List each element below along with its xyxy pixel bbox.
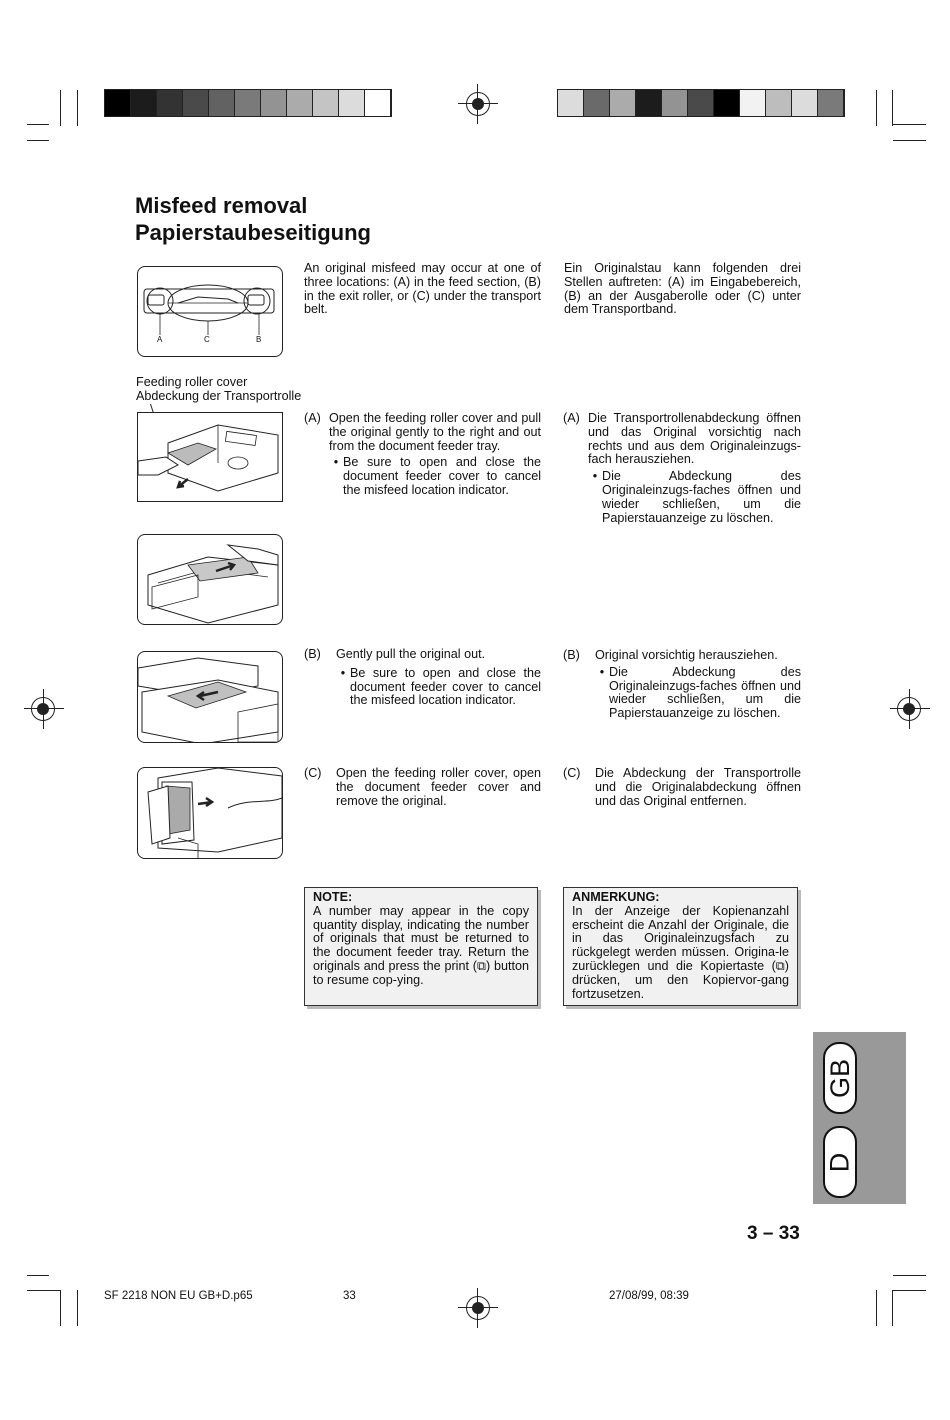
color-swatch	[688, 90, 714, 116]
crop-mark	[60, 90, 61, 126]
title-english: Misfeed removal	[135, 193, 308, 218]
bullet-icon: •	[340, 665, 346, 680]
step-a-instruction: Open the feeding roller cover and pull the original gently to the right and out from the document feeder tray.	[329, 411, 541, 453]
step-b-english	[304, 648, 541, 708]
figure-open-roller-cover	[137, 412, 283, 502]
color-swatch	[365, 90, 391, 116]
step-c-key-de: (C)	[563, 766, 581, 780]
step-a-bullet-text-de: Die Abdeckung des Originaleinzugs-faches öffnen und wieder schließen, um die Papierstauanzeige zu löschen.	[602, 469, 801, 525]
step-b-bullet-text-de: Die Abdeckung des Originaleinzugs-faches öffnen und wieder schließen, um die Papierstauanzeige zu löschen.	[609, 664, 801, 721]
registration-mark-icon	[897, 697, 921, 721]
figure-transport-belt	[137, 767, 283, 859]
step-a-key-de: (A)	[563, 411, 580, 425]
bullet-icon: •	[599, 664, 605, 679]
crop-mark	[60, 1290, 61, 1326]
language-badge-d	[823, 1126, 857, 1198]
crop-mark	[27, 140, 49, 141]
color-swatch	[105, 90, 131, 116]
label-a: A	[157, 335, 163, 344]
label-c: C	[204, 335, 210, 344]
color-swatch	[558, 90, 584, 116]
color-swatch	[792, 90, 818, 116]
color-bar-right	[557, 89, 845, 117]
color-swatch	[766, 90, 792, 116]
step-a-english	[304, 412, 541, 498]
note-title-de: ANMERKUNG:	[572, 890, 660, 904]
callout-label	[136, 375, 301, 403]
crop-mark	[876, 1290, 877, 1326]
label-b: B	[256, 335, 262, 344]
callout-german: Abdeckung der Transportrolle	[136, 389, 302, 403]
note-box-german	[563, 887, 798, 1006]
intro-german: Ein Originalstau kann folgenden drei Stellen auftreten: (A) im Eingabebereich, (B) an der Ausgaberolle oder (C) unter dem Transportband.	[564, 261, 801, 317]
open-roller-cover-drawing	[138, 413, 282, 501]
footer-page: 33	[343, 1290, 356, 1302]
step-c-english	[304, 767, 541, 808]
crop-mark	[77, 1290, 78, 1326]
color-swatch	[209, 90, 235, 116]
color-swatch	[662, 90, 688, 116]
step-c-german	[563, 767, 801, 808]
color-swatch	[183, 90, 209, 116]
note-title: NOTE:	[313, 890, 353, 904]
figure-exit-roller	[137, 651, 283, 743]
color-swatch	[287, 90, 313, 116]
color-swatch	[636, 90, 662, 116]
crop-mark	[876, 90, 877, 126]
bullet-icon: •	[592, 469, 598, 484]
crop-mark	[892, 1290, 893, 1326]
registration-mark-icon	[466, 1296, 490, 1320]
page-title	[135, 192, 371, 246]
crop-mark	[892, 90, 893, 126]
crop-mark	[893, 124, 926, 125]
note-text-de: In der Anzeige der Kopienanzahl erscheint die Anzahl der Originale, die in das Originaleinzugsfach zu rückgelegt werden müssen. Origina-le zurücklegen und die Kopiertaste (⧉) drücken, um den Kopiervor-gang fortzusetzen.	[572, 903, 789, 1001]
exit-roller-drawing	[138, 652, 282, 742]
step-b-instruction-de: Original vorsichtig herausziehen.	[595, 648, 778, 662]
color-swatch	[235, 90, 261, 116]
color-swatch	[818, 90, 844, 116]
intro-english: An original misfeed may occur at one of three locations: (A) in the feed section, (B) in the exit roller, or (C) under the transport belt.	[304, 261, 541, 317]
color-bar-left	[104, 89, 392, 117]
bullet-icon: •	[333, 455, 339, 470]
color-swatch	[584, 90, 610, 116]
crop-mark	[77, 90, 78, 126]
color-swatch	[157, 90, 183, 116]
step-a-bullet	[329, 456, 541, 497]
crop-mark	[893, 1275, 926, 1276]
crop-mark	[893, 140, 926, 141]
pull-original-from-tray-drawing	[138, 535, 282, 624]
note-text: A number may appear in the copy quantity display, indicating the number of originals that must be returned to the document feeder tray. Return the originals and press the print (⧉) button to resume cop-ying.	[313, 903, 529, 987]
step-b-bullet	[336, 667, 541, 708]
transport-belt-drawing	[138, 768, 282, 858]
page-number: 3 – 33	[747, 1223, 800, 1244]
step-a-german	[563, 412, 801, 525]
color-swatch	[261, 90, 287, 116]
footer-filename: SF 2218 NON EU GB+D.p65	[104, 1290, 253, 1302]
registration-mark-icon	[466, 92, 490, 116]
color-swatch	[610, 90, 636, 116]
step-c-key: (C)	[304, 766, 322, 780]
figure-pull-original-from-tray	[137, 534, 283, 625]
registration-mark-icon	[31, 697, 55, 721]
color-swatch	[131, 90, 157, 116]
step-b-german	[563, 649, 801, 721]
color-swatch	[714, 90, 740, 116]
step-b-key: (B)	[304, 647, 321, 661]
title-german: Papierstaubeseitigung	[135, 220, 371, 245]
note-box-english	[304, 887, 538, 1006]
footer-date: 27/08/99, 08:39	[609, 1290, 689, 1302]
crop-mark	[27, 1290, 60, 1291]
color-swatch	[339, 90, 365, 116]
step-b-instruction: Gently pull the original out.	[336, 647, 486, 661]
step-a-key: (A)	[304, 411, 321, 425]
step-a-instruction-de: Die Transportrollenabdeckung öffnen und das Original vorsichtig nach rechts und aus dem Originaleinzugs-fach herausziehen.	[588, 411, 801, 467]
color-swatch	[740, 90, 766, 116]
language-d-label: D	[824, 1152, 855, 1172]
step-c-instruction: Open the feeding roller cover, open the document feeder cover and remove the original.	[336, 766, 541, 808]
step-a-bullet-de	[588, 470, 801, 525]
crop-mark	[27, 124, 49, 125]
language-badge-gb	[823, 1042, 857, 1114]
step-b-bullet-text: Be sure to open and close the document feeder cover to cancel the misfeed location indicator.	[350, 665, 541, 708]
step-a-bullet-text: Be sure to open and close the document feeder cover to cancel the misfeed location indicator.	[343, 455, 541, 497]
crop-mark	[893, 1290, 926, 1291]
language-gb-label: GB	[824, 1058, 855, 1098]
language-tab	[813, 1032, 906, 1204]
color-swatch	[313, 90, 339, 116]
step-b-bullet-de	[595, 666, 801, 721]
crop-mark	[27, 1275, 49, 1276]
step-c-instruction-de: Die Abdeckung der Transportrolle und die Originalabdeckung öffnen und das Original entfernen.	[595, 766, 801, 808]
step-b-key-de: (B)	[563, 648, 580, 662]
callout-english: Feeding roller cover	[136, 375, 248, 389]
